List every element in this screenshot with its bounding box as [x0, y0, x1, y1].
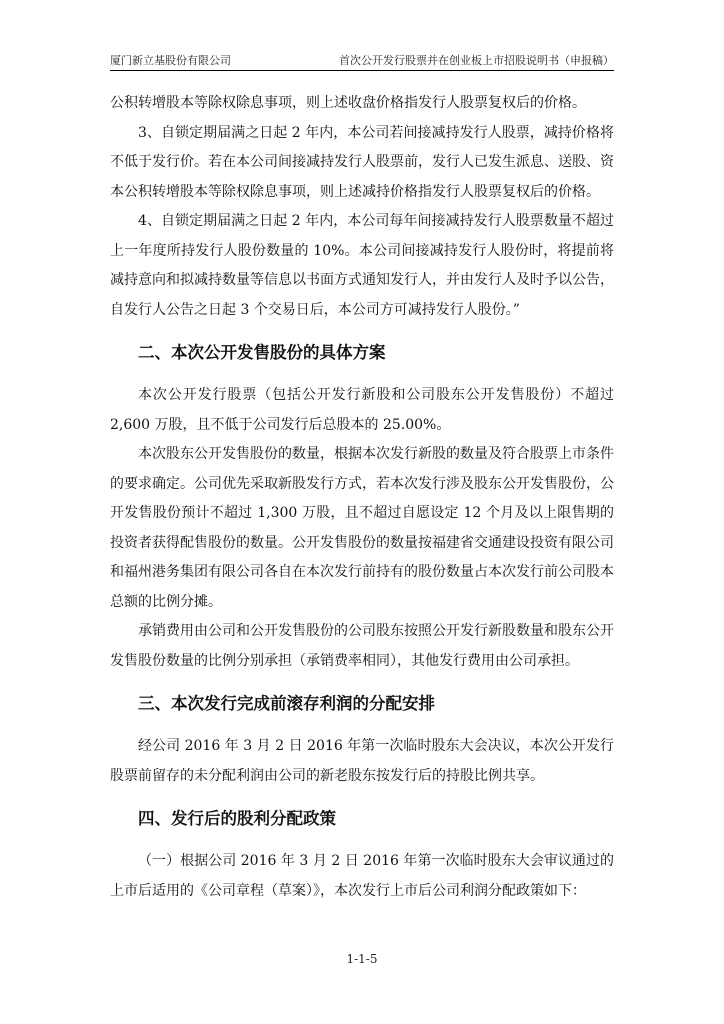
document-body — [110, 89, 614, 906]
paragraph-item-4: 4、自锁定期届满之日起 2 年内，本公司每年间接减持发行人股票数量不超过上一年度所持发行人股份数量的 10%。本公司间接减持发行人股份时，将提前将减持意向和拟减持数量等信息以书面方式通知发行人，并由发行人及时予以公告，自发行人公告之日起 3 个交易日后，本公司方可减持发行人股份。” — [110, 213, 614, 318]
section-heading-3: 三、本次发行完成前滚存利润的分配安排 — [138, 694, 435, 713]
page-header — [110, 50, 614, 71]
header-document-title: 首次公开发行股票并在创业板上市招股说明书（申报稿） — [339, 54, 614, 67]
header-company-name: 厦门新立基股份有限公司 — [110, 54, 231, 67]
paragraph-shareholder-sale: 本次股东公开发售股份的数量，根据本次发行新股的数量及符合股票上市条件的要求确定。公司优先采取新股发行方式，若本次发行涉及股东公开发售股份，公开发售股份预计不超过 1,300 万股，且不超过自愿设定 12 个月及以上限售期的投资者获得配售股份的数量。公开发售股份的数量按福建省交通建设投资有限公司和福州港务集团有限公司各自在本次发行前持有的股份数量占本次发行前公司股本总额的比例分摊。 — [110, 446, 614, 610]
paragraph-item-3: 3、自锁定期届满之日起 2 年内，本公司若间接减持发行人股票，减持价格将不低于发行价。若在本公司间接减持发行人股票前，发行人已发生派息、送股、资本公积转增股本等除权除息事项，则上述减持价格指发行人股票复权后的价格。 — [110, 124, 614, 200]
paragraph-dividend-policy: （一）根据公司 2016 年 3 月 2 日 2016 年第一次临时股东大会审议通过的上市后适用的《公司章程（草案）》，本次发行上市后公司利润分配政策如下： — [110, 853, 614, 899]
section-heading-4: 四、发行后的股利分配政策 — [138, 809, 336, 828]
paragraph-retained-profit: 经公司 2016 年 3 月 2 日 2016 年第一次临时股东大会决议，本次公开发行股票前留存的未分配利润由公司的新老股东按发行后的持股比例共享。 — [110, 738, 614, 784]
page-number: 1-1-5 — [346, 952, 378, 966]
paragraph-underwriting-fees: 承销费用由公司和公开发售股份的公司股东按照公开发行新股数量和股东公开发售股份数量的比例分别承担（承销费率相同），其他发行费用由公司承担。 — [110, 623, 614, 669]
section-heading-2: 二、本次公开发售股份的具体方案 — [138, 343, 386, 362]
paragraph-offering-size: 本次公开发行股票（包括公开发行新股和公司股东公开发售股份）不超过 2,600 万股，且不低于公司发行后总股本的 25.00%。 — [110, 387, 614, 433]
paragraph-continuation: 公积转增股本等除权除息事项，则上述收盘价格指发行人股票复权后的价格。 — [110, 95, 586, 111]
